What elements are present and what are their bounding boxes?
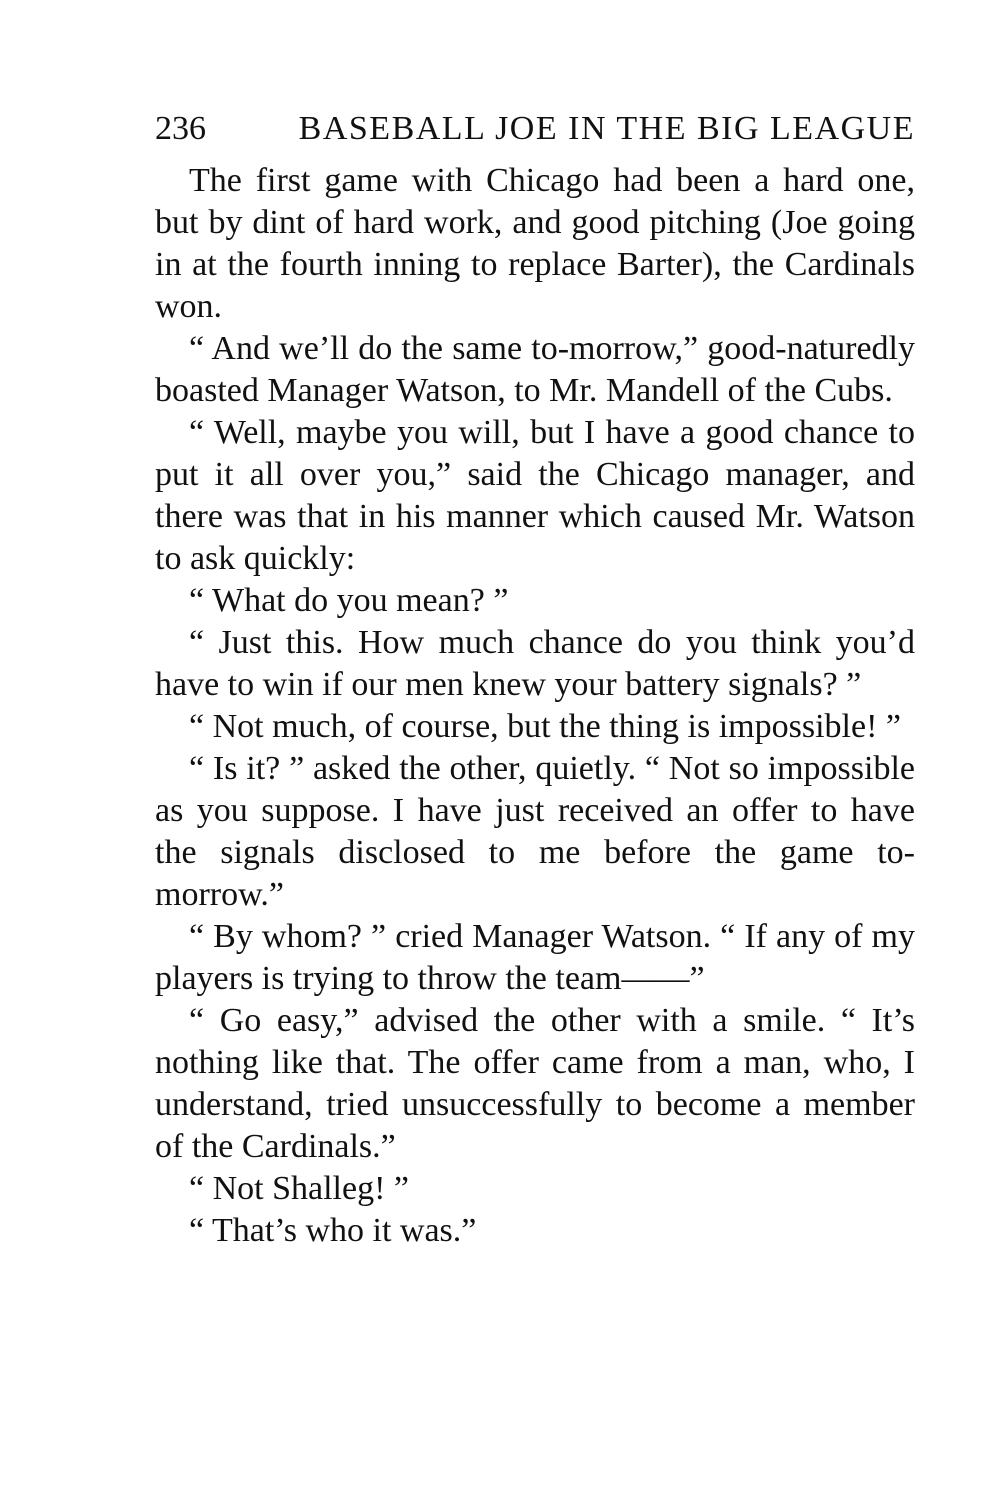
paragraph: “ Is it? ” asked the other, quietly. “ Not so impossible as you suppose. I have just received an offer to have the signals disclosed to me before the game to-morrow.” [155,750,915,913]
paragraph: “ Well, maybe you will, but I have a good chance to put it all over you,” said the Chicago manager, and there was that in his manner which caused Mr. Watson to ask quickly: [155,414,915,577]
paragraph: “ And we’ll do the same to-morrow,” good-naturedly boasted Manager Watson, to Mr. Mandell of the Cubs. [155,330,915,409]
paragraph: “ By whom? ” cried Manager Watson. “ If any of my players is trying to throw the team——” [155,918,915,997]
running-title: BASEBALL JOE IN THE BIG LEAGUE [298,110,915,147]
book-page [155,98,915,1252]
paragraph: “ What do you mean? ” [189,582,509,619]
paragraph: “ Just this. How much chance do you think you’d have to win if our men knew your battery signals? ” [155,624,915,703]
page-number: 236 [155,110,206,147]
page-header [155,98,915,160]
page-body [155,160,915,1252]
paragraph: The first game with Chicago had been a hard one, but by dint of hard work, and good pitching (Joe going in at the fourth inning to replace Barter), the Cardinals won. [155,162,915,325]
paragraph: “ Not much, of course, but the thing is impossible! ” [189,708,901,745]
paragraph: “ Not Shalleg! ” [189,1170,409,1207]
paragraph: “ Go easy,” advised the other with a smile. “ It’s nothing like that. The offer came from a man, who, I understand, tried unsuccessfully to become a member of the Cardinals.” [155,1002,915,1165]
paragraph: “ That’s who it was.” [189,1212,477,1249]
